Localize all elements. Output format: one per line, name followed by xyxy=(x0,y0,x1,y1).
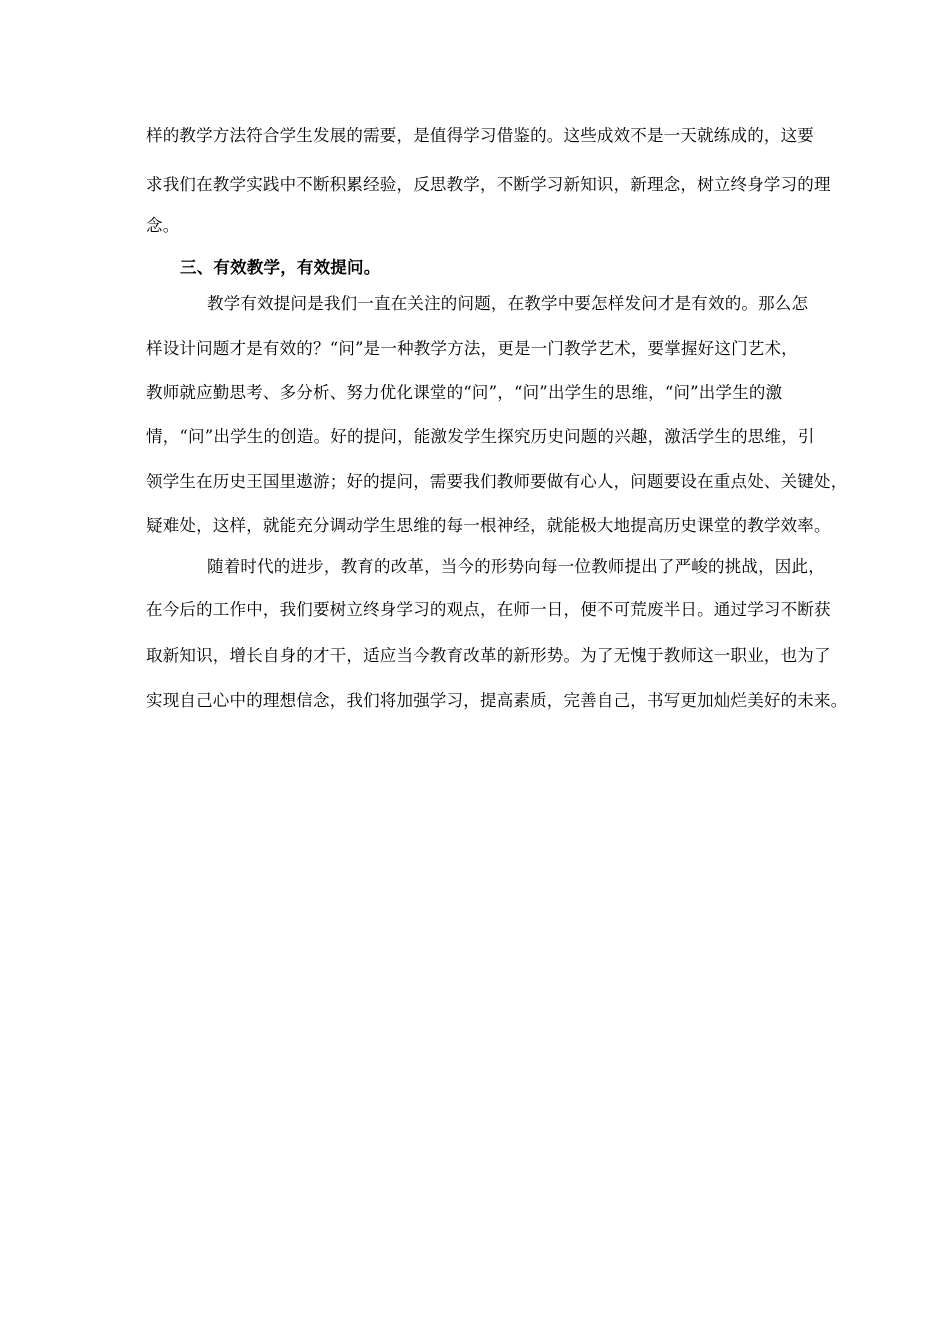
paragraph-1-line-1: 样的教学方法符合学生发展的需要，是值得学习借鉴的。这些成效不是一天就练成的，这要 xyxy=(146,126,814,145)
paragraph-3-line-1: 随着时代的进步，教育的改革，当今的形势向每一位教师提出了严峻的挑战，因此， xyxy=(207,557,825,576)
paragraph-3-line-2: 在今后的工作中，我们要树立终身学习的观点，在师一日，便不可荒废半日。通过学习不断获 xyxy=(146,600,831,619)
paragraph-2-line-1: 教学有效提问是我们一直在关注的问题，在教学中要怎样发问才是有效的。那么怎 xyxy=(207,294,809,313)
paragraph-1-line-2: 求我们在教学实践中不断积累经验，反思教学，不断学习新知识，新理念，树立终身学习的理 xyxy=(146,175,831,194)
paragraph-1-line-3: 念。 xyxy=(146,216,180,235)
paragraph-2-line-2: 样设计问题才是有效的？“问”是一种教学方法，更是一门教学艺术，要掌握好这门艺术， xyxy=(146,339,798,358)
paragraph-2-line-5: 领学生在历史王国里遨游；好的提问，需要我们教师要做有心人，问题要设在重点处、关键处， xyxy=(146,472,848,491)
section-heading: 三、有效教学，有效提问。 xyxy=(180,258,381,277)
paragraph-2-line-4: 情，“问”出学生的创造。好的提问，能激发学生探究历史问题的兴趣，激活学生的思维，引 xyxy=(146,427,815,446)
paragraph-3-line-3: 取新知识，增长自身的才干，适应当今教育改革的新形势。为了无愧于教师这一职业，也为了 xyxy=(146,646,831,665)
paragraph-2-line-6: 疑难处，这样，就能充分调动学生思维的每一根神经，就能极大地提高历史课堂的教学效率。 xyxy=(146,516,831,535)
paragraph-3-line-4: 实现自己心中的理想信念，我们将加强学习，提高素质，完善自己，书写更加灿烂美好的未来。 xyxy=(146,691,848,710)
paragraph-2-line-3: 教师就应勤思考、多分析、努力优化课堂的“问”，“问”出学生的思维，“问”出学生的激 xyxy=(146,383,783,402)
